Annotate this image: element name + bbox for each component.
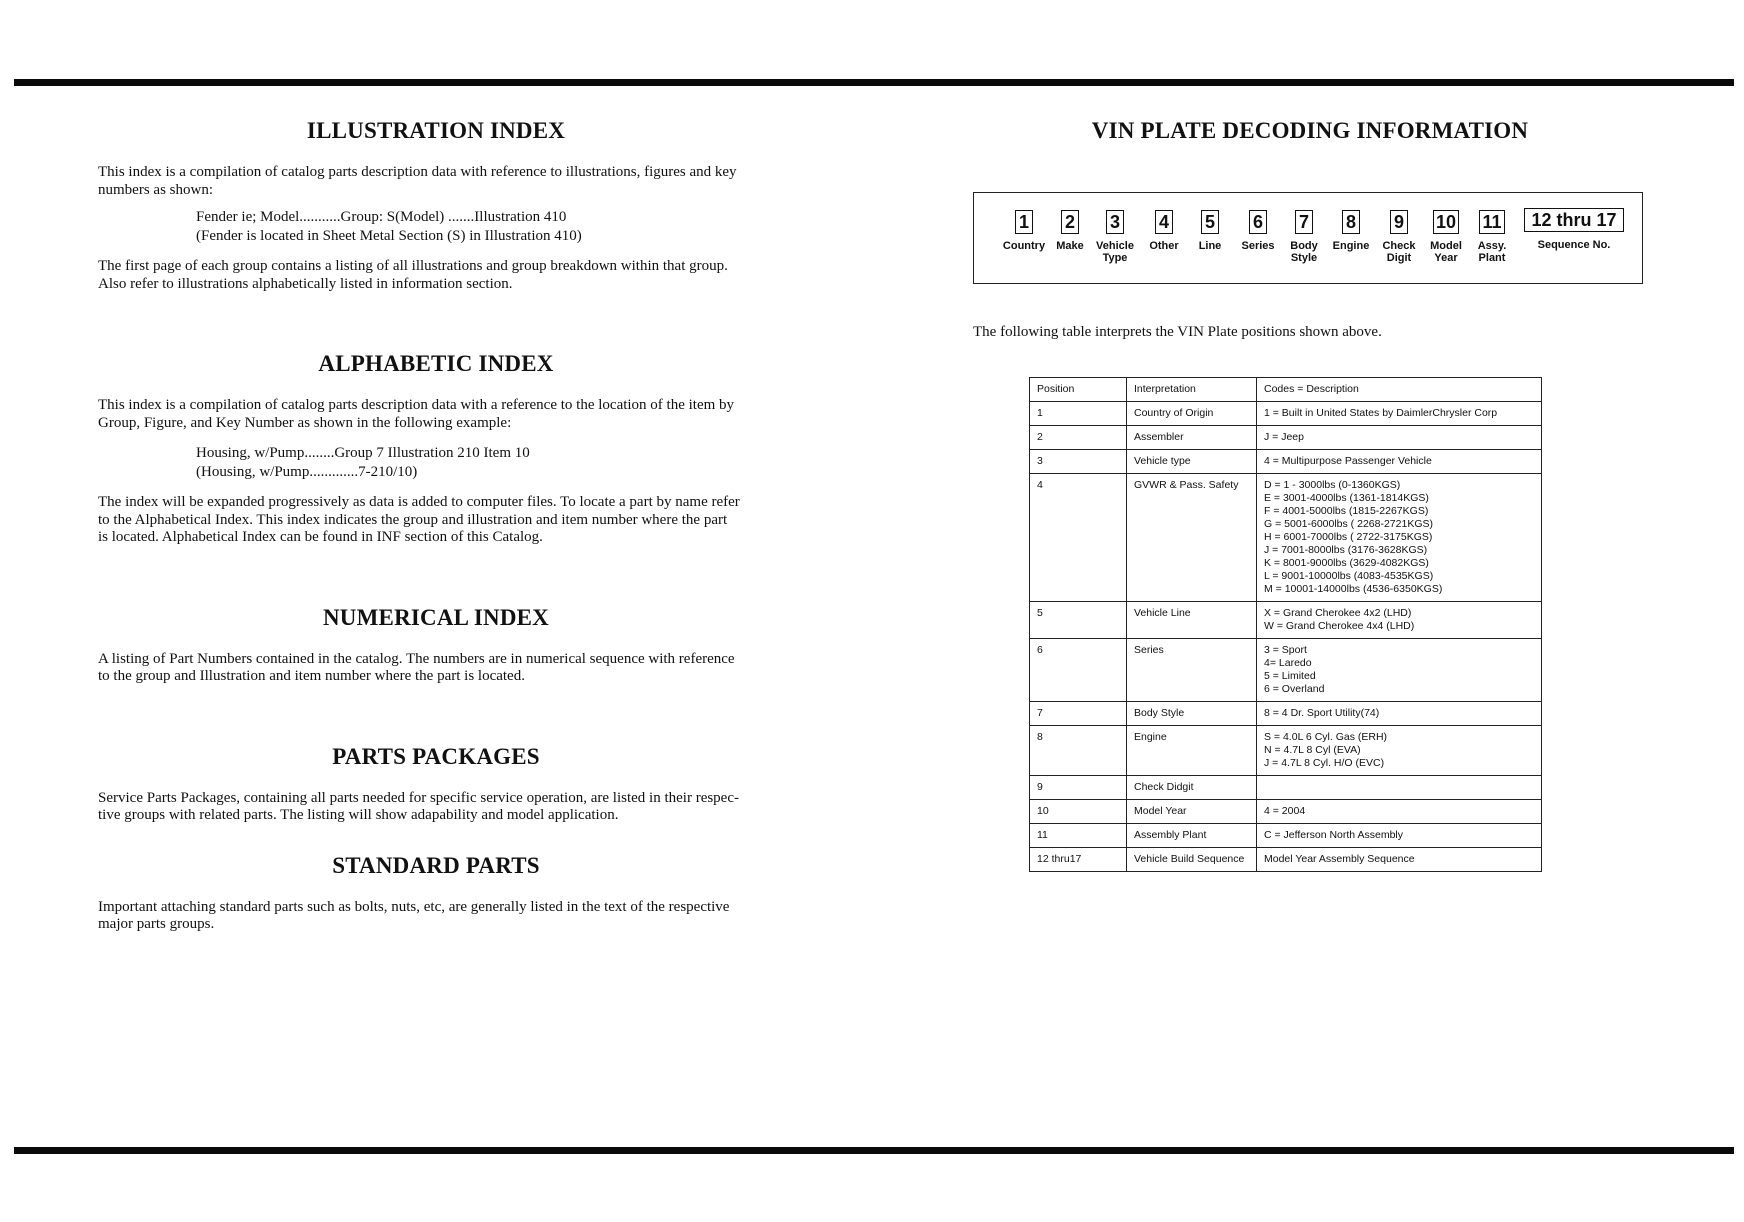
cell-position: 1 (1030, 402, 1127, 426)
vin-position-4 (1140, 210, 1188, 252)
vin-position-10 (1423, 210, 1469, 264)
table-row (1030, 602, 1542, 639)
numerical-index-title: NUMERICAL INDEX (323, 604, 549, 630)
cell-position: 10 (1030, 800, 1127, 824)
cell-codes (1257, 602, 1542, 639)
vin-number: 1 (1015, 210, 1033, 234)
code-line: W = Grand Cherokee 4x4 (LHD) (1264, 620, 1415, 632)
vin-number: 3 (1106, 210, 1124, 234)
illustration-intro-line-2: numbers as shown: (98, 181, 213, 198)
code-line: C = Jefferson North Assembly (1264, 829, 1403, 841)
numerical-text-line-1: A listing of Part Numbers contained in the catalog. The numbers are in numerical sequence with reference (98, 650, 735, 667)
code-line: S = 4.0L 6 Cyl. Gas (ERH) (1264, 731, 1388, 743)
alphabetic-note-line-2: to the Alphabetical Index. This index indicates the group and illustration and item number where the part (98, 511, 728, 528)
alphabetic-note-line-3: is located. Alphabetical Index can be found in INF section of this Catalog. (98, 529, 543, 545)
vin-position-12-17 (1524, 208, 1624, 251)
code-line: 8 = 4 Dr. Sport Utility(74) (1264, 707, 1380, 719)
code-line: 5 = Limited (1264, 670, 1316, 682)
cell-interpretation: Vehicle Build Sequence (1127, 848, 1257, 872)
illustration-note-line-2: Also refer to illustrations alphabetically listed in information section. (98, 275, 513, 292)
cell-interpretation: Vehicle Line (1127, 602, 1257, 639)
alphabetic-intro-line-1: This index is a compilation of catalog parts description data with a reference to the location of the item by (98, 397, 735, 413)
header-codes: Codes = Description (1257, 378, 1542, 402)
vin-label-line-2: Style (1290, 252, 1318, 264)
alphabetic-note-line-1: The index will be expanded progressively as data is added to computer files. To locate a part by name refer (98, 494, 740, 510)
table-row (1030, 848, 1542, 872)
vin-number: 5 (1201, 210, 1219, 234)
cell-codes (1257, 639, 1542, 702)
table-row (1030, 702, 1542, 726)
code-line: E = 3001-4000lbs (1361-1814KGS) (1264, 492, 1429, 504)
cell-codes (1257, 726, 1542, 776)
vin-label: Series (1241, 240, 1275, 252)
cell-codes (1257, 402, 1542, 426)
code-line: J = 4.7L 8 Cyl. H/O (EVC) (1264, 757, 1385, 769)
table-row (1030, 402, 1542, 426)
cell-position: 5 (1030, 602, 1127, 639)
standard-text-line-2: major parts groups. (98, 916, 215, 932)
alphabetic-example-line-2: (Housing, w/Pump.............7-210/10) (196, 464, 418, 480)
table-row (1030, 426, 1542, 450)
code-line: J = 7001-8000lbs (3176-3628KGS) (1264, 544, 1428, 556)
vin-decoding-title: VIN PLATE DECODING INFORMATION (1091, 118, 1529, 143)
vin-position-8 (1326, 210, 1376, 252)
vin-number: 9 (1390, 210, 1408, 234)
header-position: Position (1030, 378, 1127, 402)
cell-position: 8 (1030, 726, 1127, 776)
vin-label: Country (1002, 240, 1046, 252)
vin-label-line-2: Digit (1386, 252, 1412, 264)
cell-interpretation: GVWR & Pass. Safety (1127, 474, 1257, 602)
table-row (1030, 776, 1542, 800)
code-line: K = 8001-9000lbs (3629-4082KGS) (1264, 557, 1429, 569)
vin-number: 10 (1433, 210, 1459, 234)
vin-position-3 (1088, 210, 1142, 264)
cell-position: 7 (1030, 702, 1127, 726)
illustration-note-line-1: The first page of each group contains a listing of all illustrations and group breakdown within that group. (98, 258, 728, 274)
illustration-index-title: ILLUSTRATION INDEX (306, 118, 566, 143)
illustration-intro-line-1: This index is a compilation of catalog parts description data with reference to illustrations, figures and key (98, 164, 737, 180)
vin-label: Sequence No. (1537, 239, 1611, 251)
cell-position: 12 thru17 (1030, 848, 1127, 872)
illustration-example-line-1: Fender ie; Model...........Group: S(Model) .......Illustration 410 (196, 209, 567, 225)
code-line: D = 1 - 3000lbs (0-1360KGS) (1264, 479, 1401, 491)
cell-interpretation: Vehicle type (1127, 450, 1257, 474)
standard-text-line-1: Important attaching standard parts such as bolts, nuts, etc, are generally listed in the text of the respective (98, 898, 730, 915)
packages-text-line-1: Service Parts Packages, containing all parts needed for specific service operation, are listed in their respec- (98, 789, 739, 806)
numerical-text-line-2: to the group and Illustration and item number where the part is located. (98, 668, 525, 684)
vin-number: 6 (1249, 210, 1267, 234)
parts-packages-title: PARTS PACKAGES (332, 743, 540, 769)
cell-codes (1257, 800, 1542, 824)
vin-position-7 (1282, 210, 1326, 264)
cell-codes (1257, 776, 1542, 800)
cell-codes (1257, 474, 1542, 602)
cell-interpretation: Country of Origin (1127, 402, 1257, 426)
vin-number: 12 thru 17 (1524, 208, 1624, 232)
cell-position: 6 (1030, 639, 1127, 702)
vin-label: Body (1290, 240, 1318, 252)
table-intro-text: The following table interprets the VIN Plate positions shown above. (973, 324, 1382, 340)
vin-number: 2 (1061, 210, 1079, 234)
vin-position-1 (996, 210, 1052, 252)
vin-label: Make (1056, 240, 1084, 252)
table-row (1030, 639, 1542, 702)
vin-label: Line (1198, 240, 1222, 252)
vin-decoding-table (1029, 377, 1542, 872)
vin-number: 7 (1295, 210, 1313, 234)
cell-position: 11 (1030, 824, 1127, 848)
code-line: Model Year Assembly Sequence (1264, 853, 1415, 865)
cell-position: 3 (1030, 450, 1127, 474)
code-line: N = 4.7L 8 Cyl (EVA) (1264, 744, 1361, 756)
code-line: 6 = Overland (1264, 683, 1325, 695)
cell-codes (1257, 702, 1542, 726)
vin-position-5 (1190, 210, 1230, 252)
vin-label-line-2: Year (1434, 252, 1458, 264)
vin-label: Engine (1332, 240, 1370, 252)
vin-label: Vehicle (1096, 240, 1134, 252)
alphabetic-index-title: ALPHABETIC INDEX (318, 351, 554, 376)
vin-number: 8 (1342, 210, 1360, 234)
cell-interpretation: Check Didgit (1127, 776, 1257, 800)
vin-label-line-2: Plant (1478, 252, 1506, 264)
table-row (1030, 800, 1542, 824)
table-header-row (1030, 378, 1542, 402)
bottom-rule (14, 1147, 1734, 1154)
code-line: 4= Laredo (1264, 657, 1312, 669)
cell-interpretation: Model Year (1127, 800, 1257, 824)
right-column-heading (970, 118, 1650, 144)
cell-position: 2 (1030, 426, 1127, 450)
cell-codes (1257, 426, 1542, 450)
code-line: M = 10001-14000lbs (4536-6350KGS) (1264, 583, 1443, 595)
code-line: J = Jeep (1264, 431, 1304, 443)
cell-interpretation: Series (1127, 639, 1257, 702)
cell-codes (1257, 450, 1542, 474)
illustration-example-line-2: (Fender is located in Sheet Metal Section (S) in Illustration 410) (196, 228, 582, 244)
cell-interpretation: Body Style (1127, 702, 1257, 726)
vin-position-2 (1050, 210, 1090, 252)
code-line: X = Grand Cherokee 4x2 (LHD) (1264, 607, 1412, 619)
cell-interpretation: Assembly Plant (1127, 824, 1257, 848)
vin-number: 4 (1155, 210, 1173, 234)
cell-position: 9 (1030, 776, 1127, 800)
header-interpretation: Interpretation (1127, 378, 1257, 402)
cell-codes (1257, 824, 1542, 848)
code-line: 4 = 2004 (1264, 805, 1306, 817)
alphabetic-example-line-1: Housing, w/Pump........Group 7 Illustration 210 Item 10 (196, 445, 530, 461)
vin-label: Other (1149, 240, 1179, 252)
code-line: G = 5001-6000lbs ( 2268-2721KGS) (1264, 518, 1433, 530)
left-column (98, 118, 774, 934)
cell-codes (1257, 848, 1542, 872)
vin-position-6 (1233, 210, 1283, 252)
code-line: 1 = Built in United States by DaimlerChrysler Corp (1264, 407, 1498, 419)
code-line: 3 = Sport (1264, 644, 1307, 656)
cell-interpretation: Engine (1127, 726, 1257, 776)
top-rule (14, 79, 1734, 86)
code-line: H = 6001-7000lbs ( 2722-3175KGS) (1264, 531, 1433, 543)
vin-number: 11 (1479, 210, 1504, 234)
vin-label: Assy. (1477, 240, 1507, 252)
table-row (1030, 474, 1542, 602)
alphabetic-intro-line-2: Group, Figure, and Key Number as shown in the following example: (98, 414, 512, 431)
standard-parts-title: STANDARD PARTS (332, 852, 540, 878)
vin-label: Model (1430, 240, 1462, 252)
packages-text-line-2: tive groups with related parts. The listing will show adapability and model application. (98, 807, 619, 823)
vin-plate-diagram (973, 192, 1643, 284)
code-line: 4 = Multipurpose Passenger Vehicle (1264, 455, 1432, 467)
cell-interpretation: Assembler (1127, 426, 1257, 450)
vin-position-11 (1470, 210, 1514, 264)
table-row (1030, 450, 1542, 474)
vin-position-9 (1376, 210, 1422, 264)
vin-label-line-2: Type (1102, 252, 1128, 264)
code-line: L = 9001-10000lbs (4083-4535KGS) (1264, 570, 1434, 582)
vin-label: Check (1382, 240, 1416, 252)
code-line: F = 4001-5000lbs (1815-2267KGS) (1264, 505, 1429, 517)
cell-position: 4 (1030, 474, 1127, 602)
table-row (1030, 726, 1542, 776)
table-row (1030, 824, 1542, 848)
